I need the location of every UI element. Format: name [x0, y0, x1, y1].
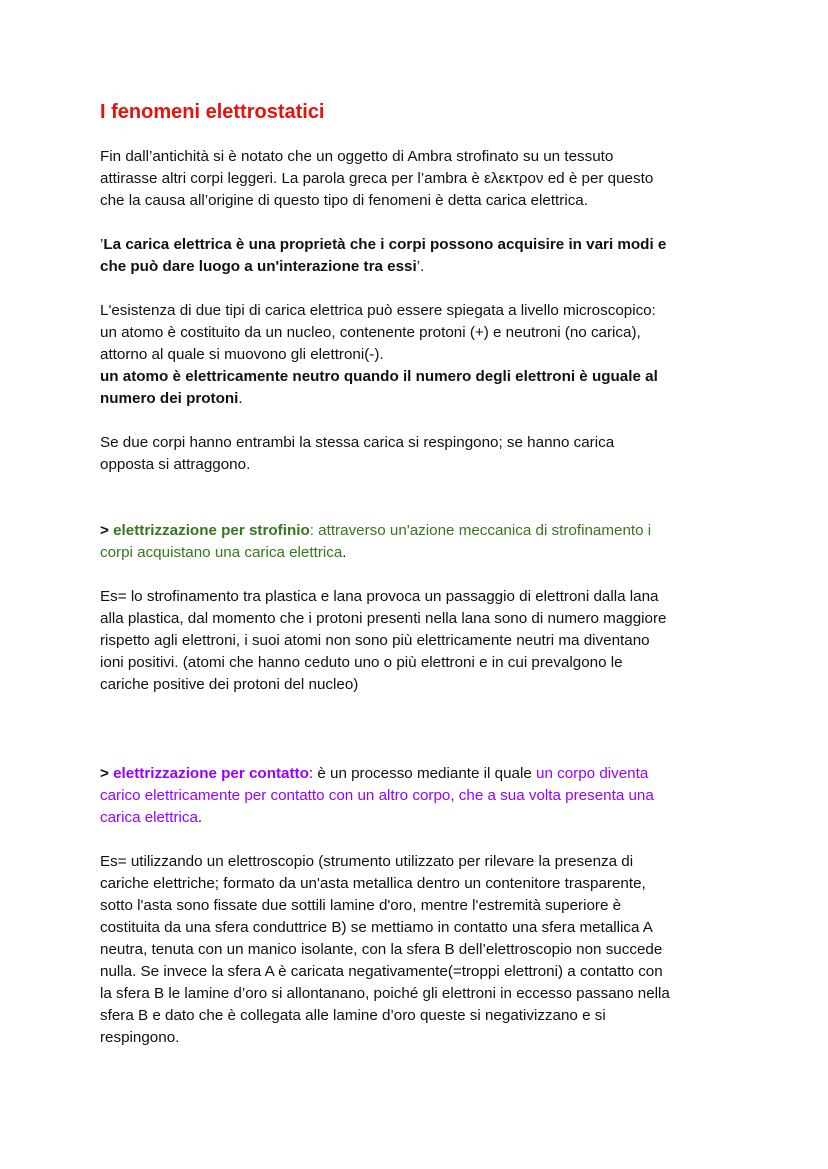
- strofinio-definition: : attraverso un'azione meccanica di strofinamento i: [309, 522, 652, 539]
- text-line: Es= utilizzando un elettroscopio (strumento utilizzato per rilevare la presenza di: [100, 853, 634, 870]
- text-line: la sfera B le lamine d’oro si allontanano, poiché gli elettroni in eccesso passano nella: [100, 985, 670, 1002]
- punctuation: .: [238, 390, 243, 407]
- bullet-marker: >: [100, 522, 109, 539]
- punctuation: .: [197, 809, 203, 826]
- text-line: un atomo è costituito da un nucleo, contenente protoni (+) e neutroni (no carica),: [100, 324, 641, 341]
- text-line: ioni positivi. (atomi che hanno ceduto uno o più elettroni e in cui prevalgono le: [100, 654, 623, 671]
- bullet-marker: >: [100, 765, 109, 782]
- contatto-definition: un corpo diventa: [536, 765, 649, 782]
- neutral-atom-bold: numero dei protoni: [100, 390, 239, 407]
- text-line: che la causa all’origine di questo tipo di fenomeni è detta carica elettrica.: [100, 192, 588, 209]
- text-line: opposta si attraggono.: [100, 456, 251, 473]
- punctuation: .: [342, 544, 347, 561]
- text-line: neutra, tenuta con un manico isolante, con la sfera B dell’elettroscopio non succede: [100, 941, 663, 958]
- quote-open: ’: [100, 236, 104, 253]
- text-line: attorno al quale si muovono gli elettroni(-).: [100, 346, 384, 363]
- text-line: Fin dall’antichità si è notato che un oggetto di Ambra strofinato su un tessuto: [100, 148, 614, 165]
- contatto-example: [100, 851, 740, 1049]
- text-line: respingono.: [100, 1029, 180, 1046]
- charges-paragraph: [100, 432, 740, 476]
- neutral-atom-bold: un atomo è elettricamente neutro quando il numero degli elettroni è uguale al: [100, 368, 658, 385]
- text-line: rispetto agli elettroni, i suoi atomi non sono più elettricamente neutri ma diventano: [100, 632, 650, 649]
- strofinio-definition: corpi acquistano una carica elettrica: [100, 544, 343, 561]
- strofinio-example: [100, 586, 740, 696]
- quote-bold-line: che può dare luogo a un'interazione tra essi: [100, 258, 417, 275]
- contatto-definition: carico elettricamente per contatto con un altro corpo, che a sua volta presenta una: [100, 787, 654, 804]
- quote-close: ’.: [416, 258, 425, 275]
- quote-bold-line: La carica elettrica è una proprietà che i corpi possono acquisire in vari modi e: [103, 236, 667, 253]
- contatto-term: elettrizzazione per contatto: [113, 765, 309, 782]
- text-line: Es= lo strofinamento tra plastica e lana provoca un passaggio di elettroni dalla lana: [100, 588, 659, 605]
- atom-paragraph: [100, 300, 740, 410]
- contatto-text: : è un processo mediante il quale: [308, 765, 536, 782]
- contatto-section: [100, 763, 740, 829]
- text-line: attirasse altri corpi leggeri. La parola greca per l’ambra è ελεκτρον ed è per questo: [100, 170, 654, 187]
- contatto-definition: carica elettrica: [100, 809, 198, 826]
- text-line: nulla. Se invece la sfera A è caricata negativamente(=troppi elettroni) a contatto con: [100, 963, 663, 980]
- text-line: cariche elettriche; formato da un'asta metallica dentro un contenitore trasparente,: [100, 875, 646, 892]
- text-line: Se due corpi hanno entrambi la stessa carica si respingono; se hanno carica: [100, 434, 615, 451]
- intro-paragraph: [100, 146, 740, 212]
- strofinio-section: [100, 520, 740, 564]
- text-line: cariche positive dei protoni del nucleo): [100, 676, 359, 693]
- text-line: sotto l'asta sono fissate due sottili lamine d'oro, mentre l'estremità superiore è: [100, 897, 622, 914]
- text-line: L'esistenza di due tipi di carica elettrica può essere spiegata a livello microscopico:: [100, 302, 656, 319]
- strofinio-term: elettrizzazione per strofinio: [113, 522, 310, 539]
- text-line: alla plastica, dal momento che i protoni presenti nella lana sono di numero maggiore: [100, 610, 667, 627]
- text-line: sfera B e dato che è collegata alle lamine d’oro queste si negativizzano e si: [100, 1007, 606, 1024]
- page-title: I fenomeni elettrostatici: [100, 101, 325, 123]
- text-line: costituita da una sfera conduttrice B) se mettiamo in contatto una sfera metallica A: [100, 919, 653, 936]
- definition-quote: [100, 234, 740, 278]
